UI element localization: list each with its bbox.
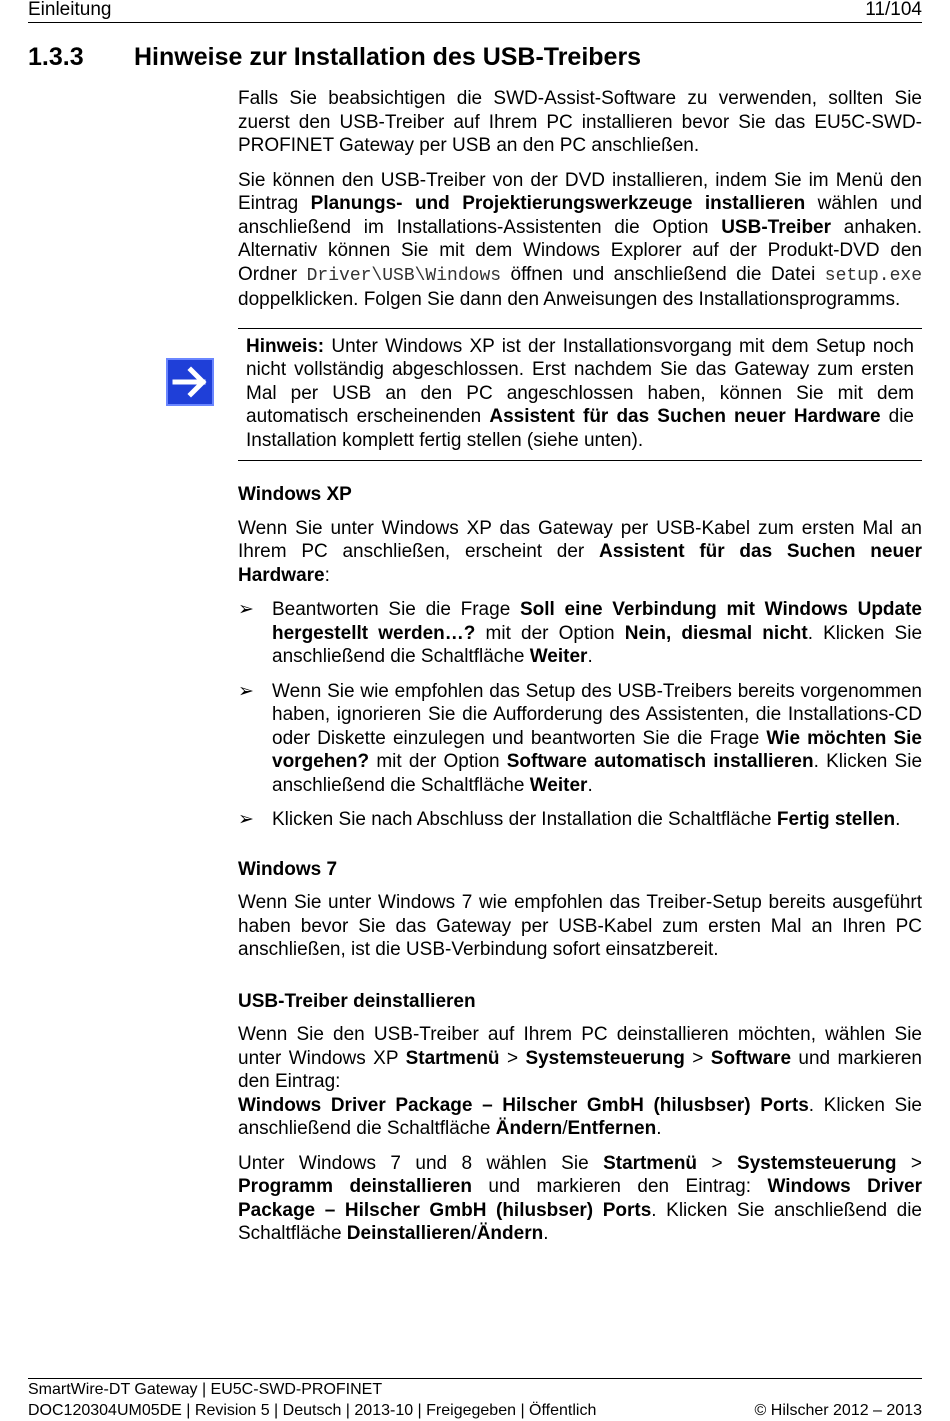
win7-heading: Windows 7 bbox=[238, 858, 338, 880]
page-header bbox=[28, 0, 922, 23]
footer-product: SmartWire-DT Gateway | EU5C-SWD-PROFINET bbox=[28, 1381, 383, 1398]
option-name: USB-Treiber bbox=[721, 216, 832, 238]
text: Klicken Sie nach Abschluss der Installation die Schaltfläche bbox=[272, 809, 777, 830]
list-item bbox=[238, 808, 922, 832]
document-body bbox=[238, 87, 922, 1257]
arrow-right-icon-graphic bbox=[166, 358, 214, 406]
bullet-arrow-icon: ➢ bbox=[238, 809, 254, 830]
button-name: Ändern bbox=[495, 1118, 563, 1139]
text: / bbox=[562, 1118, 568, 1139]
section-number: 1.3.3 bbox=[28, 43, 84, 71]
win7-paragraph: Wenn Sie unter Windows 7 wie empfohlen das Treiber-Setup bereits ausgeführt haben bevor Sie das Gateway per USB-Kabel zum ersten Mal an Ihren PC anschließen, ist die USB-Verbindung sofort einsatzbereit. bbox=[238, 892, 922, 960]
footer-copyright: © Hilscher 2012 – 2013 bbox=[754, 1402, 922, 1419]
text: Wenn Sie wie empfohlen das Setup des USB-Treibers bereits vorgenommen haben, ignorieren Sie die Aufforderung des Assistenten, die Installations-CD oder Diskette einzulegen und beantworten Sie die Frage bbox=[272, 680, 922, 749]
menu-name: Programm deinstallieren bbox=[238, 1176, 472, 1197]
text: Unter Windows XP ist der Installationsvorgang mit dem Setup noch nicht vollständig abgeschlossen. Erst nachdem Sie das Gateway zum ersten Mal per USB an den PC angeschlossen haben, können Sie mit dem automatisch erscheinenden bbox=[246, 335, 914, 427]
text: Wenn Sie den USB-Treiber auf Ihrem PC deinstallieren möchten, wählen Sie unter Windows XP bbox=[238, 1024, 922, 1069]
uninstall-xp-paragraph bbox=[238, 1023, 922, 1141]
menu-name: Software bbox=[710, 1047, 792, 1069]
text: > bbox=[697, 1152, 738, 1174]
package-name: Windows Driver Package – Hilscher GmbH (hilusbser) Ports bbox=[238, 1094, 809, 1116]
text: > bbox=[499, 1047, 526, 1069]
option-name: Software automatisch installieren bbox=[506, 751, 814, 772]
file-name: setup.exe bbox=[824, 265, 922, 286]
text: doppelklicken. Folgen Sie dann den Anweisungen des Installationsprogramms. bbox=[238, 289, 901, 310]
text: mit der Option bbox=[369, 751, 507, 772]
menu-name: Startmenü bbox=[603, 1152, 698, 1174]
menu-name: Startmenü bbox=[405, 1047, 500, 1069]
uninstall-win7-paragraph bbox=[238, 1152, 922, 1246]
winxp-intro bbox=[238, 517, 922, 588]
text: . Klicken Sie anschließend die Schaltfläche bbox=[238, 1199, 923, 1244]
header-section: Einleitung bbox=[28, 0, 112, 20]
button-name: Entfernen bbox=[567, 1118, 657, 1139]
text: und markieren den Eintrag: bbox=[238, 1047, 922, 1092]
wizard-name: Assistent für das Suchen neuer Hardware bbox=[489, 406, 881, 427]
winxp-steps bbox=[238, 598, 922, 832]
intro-paragraph: Falls Sie beabsichtigen die SWD-Assist-Software zu verwenden, sollten Sie zuerst den USB-Treiber auf Ihrem PC installieren bevor Sie das EU5C-SWD-PROFINET Gateway per USB an den PC anschließen. bbox=[238, 88, 922, 156]
text: die Installation komplett fertig stellen (siehe unten). bbox=[246, 406, 914, 451]
text: > bbox=[684, 1047, 711, 1069]
text: Beantworten Sie die Frage bbox=[272, 599, 520, 620]
text: . Klicken Sie anschließend die Schaltfläche bbox=[272, 622, 923, 667]
button-name: Deinstallieren bbox=[346, 1223, 472, 1244]
footer-document-info: DOC120304UM05DE | Revision 5 | Deutsch | 2013-10 | Freigegeben | Öffentlich bbox=[28, 1402, 597, 1419]
text: Wenn Sie unter Windows XP das Gateway per USB-Kabel zum ersten Mal an Ihrem PC anschließen, erscheint der bbox=[238, 517, 922, 562]
text: . bbox=[656, 1118, 662, 1139]
note-label: Hinweis: bbox=[246, 335, 325, 357]
button-name: Ändern bbox=[476, 1223, 544, 1244]
text: Unter Windows 7 und 8 wählen Sie bbox=[238, 1152, 604, 1174]
text: : bbox=[324, 564, 330, 586]
text: . Klicken Sie anschließend die Schaltfläche bbox=[272, 751, 923, 796]
text: Sie können den USB-Treiber von der DVD installieren, indem Sie im Menü den Eintrag bbox=[238, 169, 922, 214]
install-paragraph bbox=[238, 169, 922, 312]
header-page-number: 11/104 bbox=[865, 0, 922, 20]
bullet-arrow-icon: ➢ bbox=[238, 680, 254, 702]
text: / bbox=[471, 1223, 477, 1244]
winxp-heading: Windows XP bbox=[238, 484, 352, 505]
button-name: Fertig stellen bbox=[776, 809, 896, 830]
button-name: Weiter bbox=[529, 774, 588, 796]
menu-entry: Planungs- und Projektierungswerkzeuge installieren bbox=[310, 193, 806, 214]
page-footer bbox=[28, 1378, 922, 1421]
folder-path: Driver\USB\Windows bbox=[306, 265, 502, 286]
section-title: Hinweise zur Installation des USB-Treibers bbox=[134, 43, 642, 71]
text: mit der Option bbox=[475, 622, 625, 644]
section-heading bbox=[28, 40, 641, 74]
uninstall-heading: USB-Treiber deinstallieren bbox=[238, 990, 476, 1012]
text: . bbox=[587, 774, 593, 796]
option-name: Nein, diesmal nicht bbox=[624, 622, 808, 644]
button-name: Weiter bbox=[529, 646, 588, 667]
wizard-name: Assistent für das Suchen neuer Hardware bbox=[238, 541, 923, 586]
note-box bbox=[238, 328, 922, 462]
text: . bbox=[543, 1223, 549, 1244]
bullet-arrow-icon: ➢ bbox=[238, 599, 254, 620]
arrow-right-icon bbox=[166, 358, 214, 406]
package-name: Windows Driver Package – Hilscher GmbH (hilusbser) Ports bbox=[238, 1176, 922, 1221]
text: öffnen und anschließend die Datei bbox=[501, 263, 825, 285]
text: . Klicken Sie anschließend die Schaltfläche bbox=[238, 1094, 922, 1139]
text: wählen und anschließend im Installations-Assistenten die Option bbox=[238, 193, 923, 238]
text: . bbox=[587, 646, 593, 667]
menu-name: Systemsteuerung bbox=[525, 1047, 685, 1069]
question: Wie möchten Sie vorgehen? bbox=[272, 727, 922, 772]
menu-name: Systemsteuerung bbox=[737, 1152, 897, 1174]
text: . bbox=[895, 809, 901, 830]
text: anhaken. Alternativ können Sie mit dem Windows Explorer auf der Produkt-DVD den Ordner bbox=[238, 216, 922, 285]
text: > bbox=[896, 1152, 922, 1174]
list-item bbox=[238, 680, 922, 798]
list-item bbox=[238, 598, 922, 669]
text: und markieren den Eintrag: bbox=[471, 1176, 768, 1197]
question: Soll eine Verbindung mit Windows Update hergestellt werden…? bbox=[272, 599, 922, 644]
